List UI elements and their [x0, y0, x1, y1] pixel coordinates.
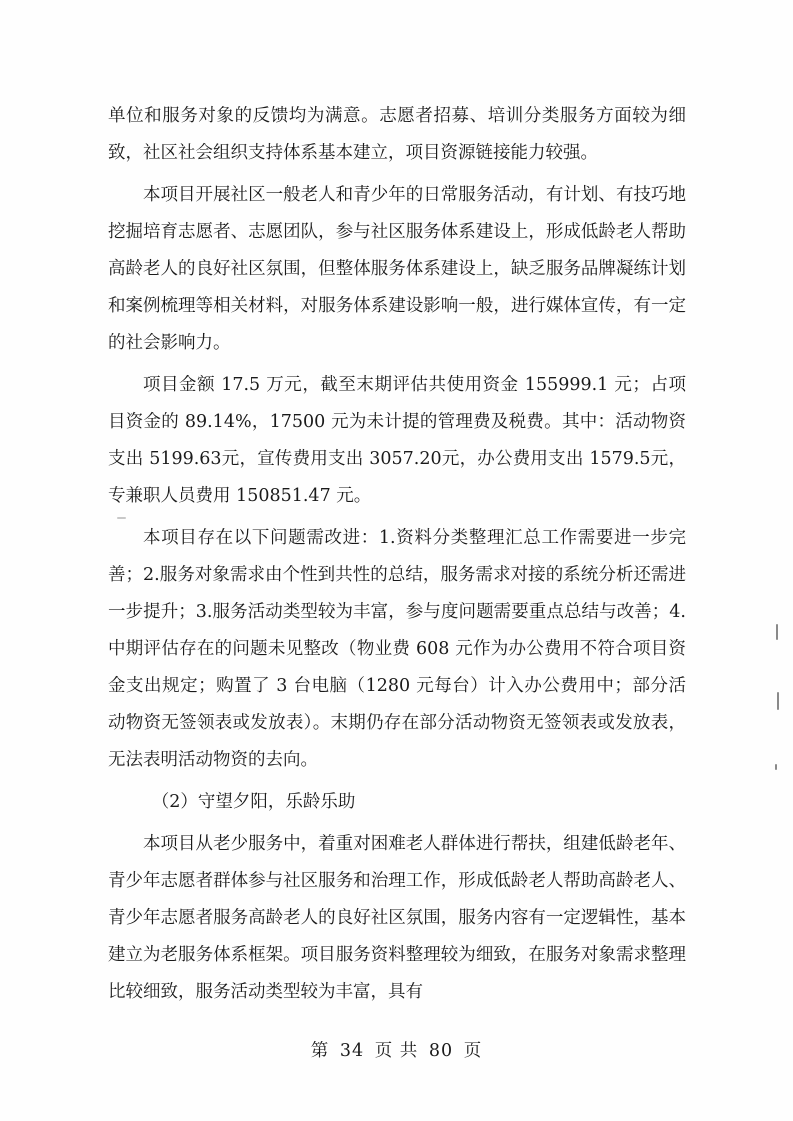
page-total: 80	[428, 1041, 454, 1061]
paragraph-service-activities: 本项目开展社区一般老人和青少年的日常服务活动，有计划、有技巧地挖掘培育志愿者、志愿团队，参与社区服务体系建设上，形成低龄老人帮助高龄老人的良好社区氛围，但整体服务体系建设上，缺乏服务品牌凝练计划和案例梳理等相关材料，对服务体系建设影响一般，进行媒体宣传，有一定的社会影响力。	[108, 185, 686, 353]
document-body	[108, 98, 686, 1016]
scan-artifact	[775, 764, 777, 770]
page-footer	[0, 1037, 793, 1062]
scan-artifact	[117, 517, 126, 519]
scan-artifact	[776, 624, 778, 640]
page-number: 34	[339, 1041, 365, 1061]
section-heading: （2）守望夕阳，乐龄乐助	[151, 792, 356, 812]
footer-suffix: 页	[463, 1041, 483, 1061]
paragraph-project-funds: 项目金额 17.5 万元，截至末期评估共使用资金 155999.1 元；占项目资金的 89.14%，17500 元为未计提的管理费及税费。其中：活动物资支出 5199.63元，宣传费用支出 3057.20元，办公费用支出 1579.5元，专兼职人员费用 150851.47 元。	[108, 375, 686, 506]
paragraph-issues-to-improve: 本项目存在以下问题需改进：1.资料分类整理汇总工作需要进一步完善；2.服务对象需求由个性到共性的总结，服务需求对接的系统分析还需进一步提升；3.服务活动类型较为丰富，参与度问题需要重点总结与改善；4.中期评估存在的问题未见整改（物业费 608 元作为办公费用不符合项目资金支出规定；购置了 3 台电脑（1280 元每台）计入办公费用中；部分活动物资无签领表或发放表）。末期仍存在部分活动物资无签领表或发放表，无法表明活动物资的去向。	[108, 528, 686, 770]
scan-artifact	[777, 692, 779, 710]
footer-mid: 页 共	[374, 1041, 419, 1061]
paragraph-continuation: 单位和服务对象的反馈均为满意。志愿者招募、培训分类服务方面较为细致，社区社会组织支持体系基本建立，项目资源链接能力较强。	[108, 106, 686, 163]
footer-prefix: 第	[310, 1041, 330, 1061]
paragraph-project-overview: 本项目从老少服务中，着重对困难老人群体进行帮扶，组建低龄老年、青少年志愿者群体参与社区服务和治理工作，形成低龄老人帮助高龄老人、青少年志愿者服务高龄老人的良好社区氛围，服务内容有一定逻辑性，基本建立为老服务体系框架。项目服务资料整理较为细致，在服务对象需求整理比较细致，服务活动类型较为丰富，具有	[108, 834, 686, 1002]
